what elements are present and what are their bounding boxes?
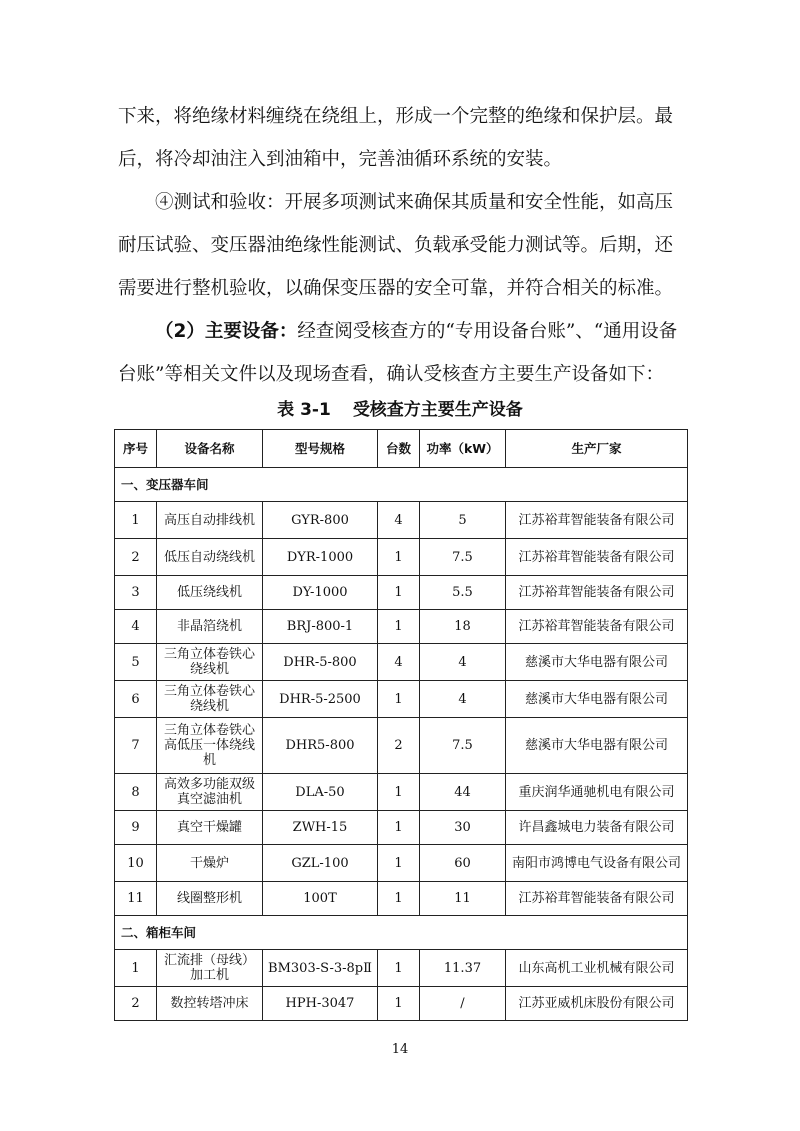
cell-model: DYR-1000: [263, 539, 378, 576]
cell-maker: 江苏裕茸智能装备有限公司: [506, 502, 688, 539]
cell-power: 18: [420, 610, 506, 644]
equipment-table: [114, 429, 688, 1021]
header-power: 功率（kW）: [420, 430, 506, 468]
table-row: [115, 987, 688, 1021]
table-row: [115, 644, 688, 681]
cell-qty: 4: [378, 502, 420, 539]
cell-maker: 许昌鑫城电力装备有限公司: [506, 811, 688, 845]
cell-model: ZWH-15: [263, 811, 378, 845]
cell-no: 2: [115, 987, 157, 1021]
cell-no: 10: [115, 845, 157, 882]
cell-qty: 1: [378, 845, 420, 882]
cell-no: 9: [115, 811, 157, 845]
cell-no: 8: [115, 774, 157, 811]
cell-name: 三角立体卷铁心高低压一体绕线机: [157, 718, 263, 774]
table-title: 受核查方主要生产设备: [352, 400, 523, 420]
paragraph-body: 经查阅受核查方的“专用设备台账”、“通用设备台账”等相关文件以及现场查看，确认受核查方主要生产设备如下：: [118, 321, 678, 385]
cell-power: 11: [420, 882, 506, 916]
cell-qty: 1: [378, 774, 420, 811]
cell-maker: 江苏裕茸智能装备有限公司: [506, 610, 688, 644]
cell-name: 高效多功能双级真空滤油机: [157, 774, 263, 811]
cell-name: 高压自动排线机: [157, 502, 263, 539]
cell-model: DY-1000: [263, 576, 378, 610]
header-name: 设备名称: [157, 430, 263, 468]
section-row: [115, 916, 688, 950]
cell-model: DHR-5-2500: [263, 681, 378, 718]
cell-model: GYR-800: [263, 502, 378, 539]
cell-model: DHR-5-800: [263, 644, 378, 681]
cell-qty: 1: [378, 950, 420, 987]
cell-maker: 南阳市鸿博电气设备有限公司: [506, 845, 688, 882]
cell-maker: 江苏裕茸智能装备有限公司: [506, 539, 688, 576]
cell-name: 真空干燥罐: [157, 811, 263, 845]
cell-model: GZL-100: [263, 845, 378, 882]
table-row: [115, 845, 688, 882]
cell-power: 5.5: [420, 576, 506, 610]
cell-model: BRJ-800-1: [263, 610, 378, 644]
cell-name: 汇流排（母线）加工机: [157, 950, 263, 987]
cell-power: /: [420, 987, 506, 1021]
cell-power: 5: [420, 502, 506, 539]
cell-qty: 1: [378, 987, 420, 1021]
table-caption: [0, 396, 800, 424]
table-row: [115, 774, 688, 811]
cell-qty: 1: [378, 882, 420, 916]
cell-model: 100T: [263, 882, 378, 916]
header-qty: 台数: [378, 430, 420, 468]
cell-no: 3: [115, 576, 157, 610]
cell-power: 4: [420, 681, 506, 718]
cell-maker: 江苏亚威机床股份有限公司: [506, 987, 688, 1021]
cell-power: 4: [420, 644, 506, 681]
cell-qty: 1: [378, 610, 420, 644]
cell-qty: 4: [378, 644, 420, 681]
cell-no: 2: [115, 539, 157, 576]
cell-qty: 1: [378, 539, 420, 576]
cell-maker: 山东高机工业机械有限公司: [506, 950, 688, 987]
cell-power: 7.5: [420, 718, 506, 774]
section-title: 二、箱柜车间: [115, 916, 688, 950]
cell-qty: 1: [378, 576, 420, 610]
header-model: 型号规格: [263, 430, 378, 468]
cell-power: 11.37: [420, 950, 506, 987]
cell-maker: 慈溪市大华电器有限公司: [506, 644, 688, 681]
cell-name: 三角立体卷铁心绕线机: [157, 644, 263, 681]
cell-no: 1: [115, 950, 157, 987]
cell-name: 数控转塔冲床: [157, 987, 263, 1021]
paragraph-lead-heading: （2）主要设备：: [155, 321, 298, 342]
cell-no: 5: [115, 644, 157, 681]
table-row: [115, 811, 688, 845]
cell-power: 30: [420, 811, 506, 845]
table-row: [115, 681, 688, 718]
header-maker: 生产厂家: [506, 430, 688, 468]
cell-no: 7: [115, 718, 157, 774]
cell-no: 1: [115, 502, 157, 539]
cell-model: DLA-50: [263, 774, 378, 811]
cell-name: 低压绕线机: [157, 576, 263, 610]
cell-no: 11: [115, 882, 157, 916]
cell-qty: 1: [378, 811, 420, 845]
paragraph-main-equipment: [118, 310, 688, 396]
cell-name: 干燥炉: [157, 845, 263, 882]
paragraph-testing-acceptance: ④测试和验收：开展多项测试来确保其质量和安全性能，如高压耐压试验、变压器油绝缘性能测试、负载承受能力测试等。后期，还需要进行整机验收，以确保变压器的安全可靠，并符合相关的标准。: [118, 192, 674, 299]
section-title: 一、变压器车间: [115, 468, 688, 502]
cell-maker: 慈溪市大华电器有限公司: [506, 718, 688, 774]
cell-power: 44: [420, 774, 506, 811]
table-row: [115, 950, 688, 987]
paragraph-continuation: 下来，将绝缘材料缠绕在绕组上，形成一个完整的绝缘和保护层。最后，将冷却油注入到油箱中，完善油循环系统的安装。: [118, 106, 674, 170]
cell-maker: 江苏裕茸智能装备有限公司: [506, 882, 688, 916]
table-row: [115, 539, 688, 576]
cell-model: HPH-3047: [263, 987, 378, 1021]
table-row: [115, 576, 688, 610]
cell-name: 三角立体卷铁心绕线机: [157, 681, 263, 718]
section-row: [115, 468, 688, 502]
cell-no: 4: [115, 610, 157, 644]
cell-name: 线圈整形机: [157, 882, 263, 916]
cell-no: 6: [115, 681, 157, 718]
cell-name: 低压自动绕线机: [157, 539, 263, 576]
table-row: [115, 882, 688, 916]
table-header-row: [115, 430, 688, 468]
cell-maker: 重庆润华通驰机电有限公司: [506, 774, 688, 811]
header-no: 序号: [115, 430, 157, 468]
page-number: 14: [391, 1042, 409, 1057]
cell-maker: 江苏裕茸智能装备有限公司: [506, 576, 688, 610]
table-row: [115, 718, 688, 774]
table-row: [115, 610, 688, 644]
table-row: [115, 502, 688, 539]
cell-maker: 慈溪市大华电器有限公司: [506, 681, 688, 718]
cell-power: 60: [420, 845, 506, 882]
cell-name: 非晶箔绕机: [157, 610, 263, 644]
cell-qty: 2: [378, 718, 420, 774]
cell-model: DHR5-800: [263, 718, 378, 774]
cell-power: 7.5: [420, 539, 506, 576]
table-number: 表 3-1: [277, 400, 331, 420]
cell-qty: 1: [378, 681, 420, 718]
cell-model: BM303-S-3-8pⅡ: [263, 950, 378, 987]
